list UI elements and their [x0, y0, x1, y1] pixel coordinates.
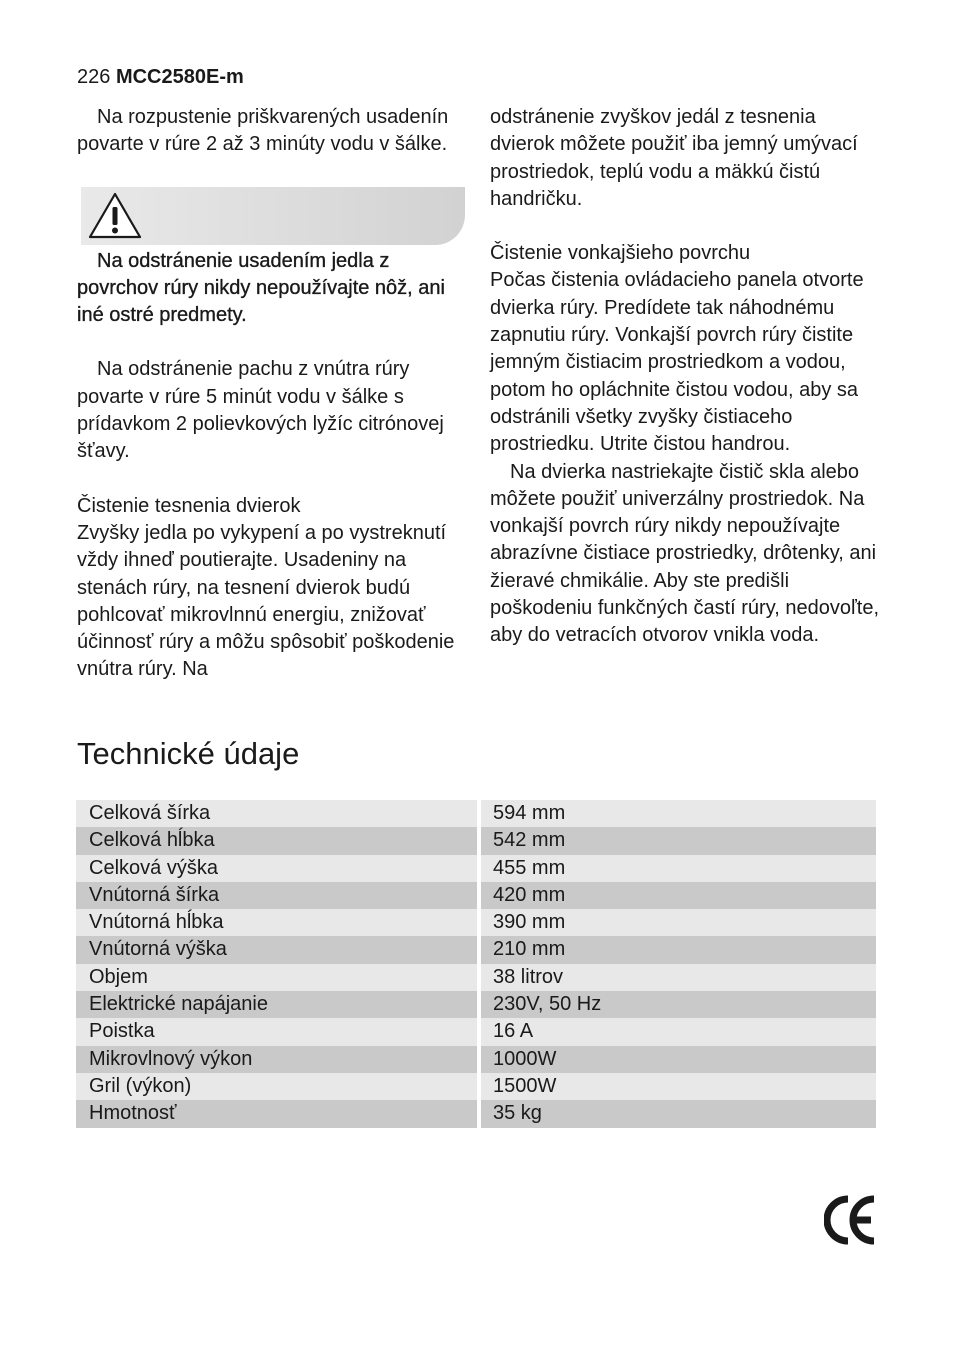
spec-value: 38 litrov [481, 964, 876, 991]
model-name: MCC2580E-m [115, 66, 244, 88]
spec-value: 542 mm [481, 827, 876, 854]
spec-label: Vnútorná výška [76, 936, 477, 963]
spec-row [76, 936, 876, 963]
spec-label: Elektrické napájanie [76, 991, 477, 1018]
section-title-door-seal: Čistenie tesnenia dvierok [77, 494, 301, 517]
spec-label: Celková hĺbka [76, 827, 477, 854]
warning-text: Na odstránenie usadením jedla z povrchov rúry nikdy nepoužívajte nôž, ani iné ostré predmety. [77, 249, 445, 327]
spec-value: 210 mm [481, 936, 876, 963]
section-text-exterior: Počas čistenia ovládacieho panela otvorte dvierka rúry. Predídete tak náhodnému zapnutiu rúry. Vonkajší povrch rúry čistite jemným čistiacim prostriedkom a vodou, potom ho opláchnite čistou vodou, aby sa odstránili všetky zvyšky čistiaceho prostriedku. Utrite čistou handrou. [490, 269, 864, 456]
spec-value: 594 mm [481, 800, 876, 827]
spec-row [76, 827, 876, 854]
paragraph-continued: odstránenie zvyškov jedál z tesnenia dvierok môžete použiť iba jemný umývací prostriedok, teplú vodu a mäkkú čistú handričku. [490, 106, 858, 210]
spec-row [76, 855, 876, 882]
technical-data-title: Technické údaje [77, 736, 300, 771]
spec-row [76, 1046, 876, 1073]
spec-value: 16 A [481, 1018, 876, 1045]
paragraph-burnt-residue: Na rozpustenie priškvarených usadenín povarte v rúre 2 až 3 minúty vodu v šálke. [77, 106, 449, 156]
section-text-door-seal: Zvyšky jedla po vykypení a po vystreknutí vždy ihneď poutierajte. Usadeniny na stenách rúry, na tesnení dvierok budú pohlcovať mikrovlnnú energiu, znižovať účinnosť rúry a môžu spôsobiť poškodenie vnútra rúry. Na [77, 521, 455, 681]
spec-value: 1500W [481, 1073, 876, 1100]
spec-label: Celková výška [76, 855, 477, 882]
spec-label: Poistka [76, 1018, 477, 1045]
spec-row [76, 964, 876, 991]
spec-value: 390 mm [481, 909, 876, 936]
spec-label: Hmotnosť [76, 1100, 477, 1127]
spec-row [76, 1018, 876, 1045]
spec-value: 420 mm [481, 882, 876, 909]
ce-mark-icon [824, 1193, 876, 1247]
spec-table [76, 800, 876, 1128]
spec-label: Vnútorná hĺbka [76, 909, 477, 936]
spec-row [76, 1100, 876, 1127]
spec-value: 455 mm [481, 855, 876, 882]
warning-triangle-icon [87, 191, 143, 241]
warning-banner [81, 187, 465, 245]
spec-label: Celková šírka [76, 800, 477, 827]
spec-label: Gril (výkon) [76, 1073, 477, 1100]
spec-value: 230V, 50 Hz [481, 991, 876, 1018]
section-title-exterior: Čistenie vonkajšieho povrchu [490, 242, 751, 265]
spec-label: Vnútorná šírka [76, 882, 477, 909]
spec-label: Mikrovlnový výkon [76, 1046, 477, 1073]
page-number: 226 [77, 66, 111, 88]
spec-row [76, 882, 876, 909]
paragraph-glass-cleaner: Na dvierka nastriekajte čistič skla alebo môžete použiť univerzálny prostriedok. Na vonkajší povrch rúry nikdy nepoužívajte abrazívne čistiace prostriedky, drôtenky, ani žieravé chmikálie. Aby ste predišli poškodeniu funkčných častí rúry, nedovoľte, aby do vetracích otvorov vnikla voda. [490, 460, 880, 647]
page-header [77, 64, 244, 90]
left-column [77, 104, 465, 684]
right-column [490, 104, 882, 650]
spec-row [76, 991, 876, 1018]
spec-row [76, 800, 876, 827]
spec-row [76, 909, 876, 936]
spec-label: Objem [76, 964, 477, 991]
spec-row [76, 1073, 876, 1100]
spec-value: 1000W [481, 1046, 876, 1073]
paragraph-odor: Na odstránenie pachu z vnútra rúry povarte v rúre 5 minút vodu v šálke s prídavkom 2 polievkových lyžíc citrónovej šťavy. [77, 358, 444, 463]
spec-value: 35 kg [481, 1100, 876, 1127]
